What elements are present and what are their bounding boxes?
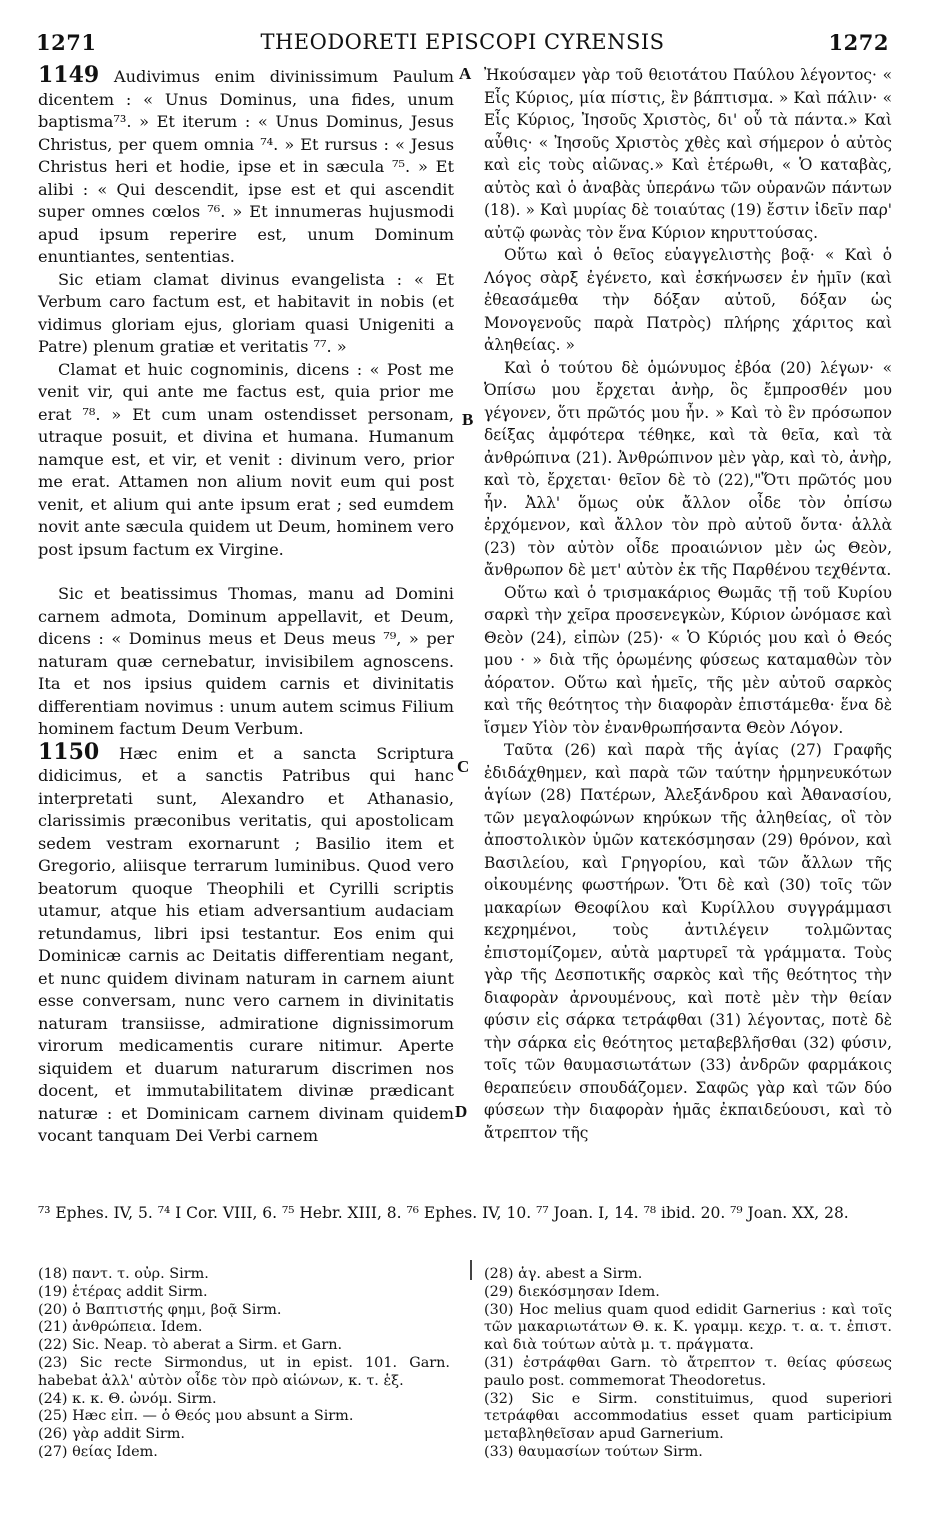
greek-paragraph: Οὕτω καὶ ὁ θεῖος εὐαγγελιστὴς βοᾷ· « Καὶ ὁ Λόγος σὰρξ ἐγένετο, καὶ ἐσκήνωσεν ἐν ἡμῖν (καὶ ἐθεασάμεθα τὴν δόξαν αὐτοῦ, δόξαν ὡς Μονογενοῦς παρὰ Πατρὸς) πλήρης χάριτος καὶ ἀληθείας. » bbox=[484, 246, 892, 354]
footnote-divider bbox=[470, 1260, 472, 1280]
latin-text: Hæc enim et a sancta Scriptura didicimus, et a sanctis Patribus qui hanc interpretati sunt, Alexandro et Athanasio, clarissimis præconibus veritatis, qui apostolicam sedem vestram exornarunt ; Basilio item et Gregorio, aliisque terrarum luminibus. Quod vero beatorum quoque Theophili et Cyrilli scriptis utamur, atque his etiam adversantium audaciam retundamus, libri ipsi testantur. Eos enim qui Dominicæ carnis ac Deitatis differentiam negant, et nunc quidem divinam naturam in carnem aiunt esse conversam, nunc vero carnem in divinitatis naturam transiisse, admiratione dignissimorum virorum medicamentis curare nitimur. Aperte siquidem et duarum naturarum discrimen nos docent, et immutabilitatem divinæ prædicant naturæ : et Dominicam carnem divinam quidem vocant tanquam Dei Verbi carnem bbox=[38, 743, 454, 1145]
column-number: 1150 bbox=[38, 738, 100, 765]
footnotes-right bbox=[484, 1266, 892, 1462]
greek-paragraph: Καὶ ὁ τούτου δὲ ὁμώνυμος ἐβόα (20) λέγων· « Ὀπίσω μου ἔρχεται ἀνὴρ, ὃς ἔμπροσθέν μου γέγονεν, ὅτι πρῶτός μου ἦν. » Καὶ τὸ ἓν πρόσωπον δείξας ἀμφότερα τέθηκε, καὶ τὰ θεῖα, καὶ τὰ ἀνθρώπινα (21). Ἀνθρώπινον μὲν γὰρ, καὶ τὸ, ἀνὴρ, καὶ τὸ, ἔρχεται· θεῖον δὲ τὸ (22),"Ὅτι πρῶτός μου ἦν. Ἀλλ' ὅμως οὐκ ἄλλον οἶδε τὸν ὀπίσω ἐρχόμενον, καὶ ἄλλον τὸν πρὸ αὐτοῦ ὄντα· ἀλλὰ (23) τὸν αὐτὸν οἶδε προαιώνιον μὲν ὡς Θεὸν, ἄνθρωπον δὲ μετ' αὐτὸν ἐκ τῆς Παρθένου τεχθέντα. bbox=[484, 358, 892, 579]
footnote: (24) κ. κ. Θ. ὠνόμ. Sirm. bbox=[38, 1390, 217, 1407]
latin-paragraph: Sic etiam clamat divinus evangelista : « Et Verbum caro factum est, et habitavit in nobis (et vidimus gloriam ejus, gloriam quasi Unigeniti a Patre) plenum gratiæ et veritatis ⁷⁷. » bbox=[38, 269, 454, 356]
latin-paragraph bbox=[38, 738, 454, 1148]
footnotes-left bbox=[38, 1266, 450, 1462]
margin-letter: A bbox=[459, 64, 472, 83]
scripture-references: ⁷³ Ephes. IV, 5. ⁷⁴ I Cor. VIII, 6. ⁷⁵ Hebr. XIII, 8. ⁷⁶ Ephes. IV, 10. ⁷⁷ Joan. I, 14. ⁷⁸ ibid. 20. ⁷⁹ Joan. XX, 28. bbox=[38, 1204, 849, 1222]
page-number-right: 1272 bbox=[828, 30, 889, 55]
footnote: (29) διεκόσμησαν Idem. bbox=[484, 1283, 660, 1300]
footnote: (32) Sic e Sirm. constituimus, quod superiori τετράφθαι accommodatius esset quam participium μεταβληθεῖσαν apud Garnerium. bbox=[484, 1390, 892, 1443]
footnote: (21) ἀνθρώπεια. Idem. bbox=[38, 1319, 203, 1336]
column-number: 1149 bbox=[38, 62, 100, 88]
greek-paragraph: Οὕτω καὶ ὁ τρισμακάριος Θωμᾶς τῇ τοῦ Κυρίου σαρκὶ τὴν χεῖρα προσενεγκὼν, Κύριον ὠνόμασε καὶ Θεὸν (24), εἰπὼν (25)· « Ὁ Κύριός μου καὶ ὁ Θεός μου · » διὰ τῆς ὁρωμένης φύσεως καταμαθὼν τὸν ἀόρατον. Οὕτω καὶ ἡμεῖς, τῆς μὲν αὐτοῦ σαρκὸς καὶ τῆς θεότητος τὴν διαφορὰν ἐπιστάμεθα· ἕνα δὲ ἴσμεν Υἱὸν τὸν ἐνανθρωπήσαντα Θεὸν Λόγον. bbox=[484, 583, 892, 737]
page-number-left: 1271 bbox=[36, 30, 97, 55]
latin-paragraph: Clamat et huic cognominis, dicens : « Post me venit vir, qui ante me factus est, quia prior me erat ⁷⁸. » Et cum unam ostendisset personam, utraque posuit, et divina et humana. Humanum namque est, et vir, et venit : divinum vero, prior me erat. Attamen non alium novit eum qui post venit, et alium qui ante ipsum erat ; sed eumdem novit ante sæcula quidem ut Deum, hominem vero post ipsum factum ex Virgine. bbox=[38, 359, 454, 559]
running-header bbox=[36, 30, 889, 60]
footnote: (26) γὰρ addit Sirm. bbox=[38, 1426, 185, 1443]
footnote: (28) ἁγ. abest a Sirm. bbox=[484, 1266, 643, 1282]
running-title: THEODORETI EPISCOPI CYRENSIS bbox=[260, 30, 665, 54]
footnote: (25) Hæc εἰπ. — ὁ Θεός μου absunt a Sirm. bbox=[38, 1408, 354, 1425]
footnote: (33) θαυμασίων τούτων Sirm. bbox=[484, 1443, 703, 1460]
footnote: (19) ἑτέρας addit Sirm. bbox=[38, 1283, 208, 1300]
latin-text: Audivimus enim divinissimum Paulum dicentem : « Unus Dominus, una fides, unum baptisma⁷³. » Et iterum : « Unus Dominus, Jesus Christus, per quem omnia ⁷⁴. » Et rursus : « Jesus Christus heri et hodie, ipse et in sæcula ⁷⁵. » Et alibi : « Qui descendit, ipse est et qui ascendit super omnes cœlos ⁷⁶. » Et innumeras hujusmodi apud ipsum reperire est, unum Dominum enuntiantes, sententias. bbox=[38, 67, 454, 266]
greek-column bbox=[484, 64, 892, 1144]
footnote: (23) Sic recte Sirmondus, ut in epist. 101. Garn. habebat ἀλλ' αὐτὸν οἶδε τὸν πρὸ αἰώνων, κ. τ. ἑξ. bbox=[38, 1354, 450, 1389]
margin-letter: D bbox=[455, 1102, 468, 1121]
margin-letter: B bbox=[462, 410, 474, 429]
footnote: (27) θείας Idem. bbox=[38, 1443, 158, 1460]
footnote: (30) Hoc melius quam quod edidit Garnerius : καὶ τοῖς τῶν μακαριωτάτων Θ. κ. Κ. γραμμ. κεχρ. τ. α. τ. ἐπιστ. καὶ διὰ τούτων αὐτὰ μ. τ. πράγματα. bbox=[484, 1301, 892, 1354]
paragraph-gap bbox=[38, 561, 454, 583]
margin-letter: C bbox=[457, 757, 470, 776]
footnote: (31) ἐστράφθαι Garn. τὸ ἄτρεπτον τ. θείας φύσεως paulo post. commemorat Theodoretus. bbox=[484, 1354, 892, 1389]
footnote: (18) παντ. τ. οὐρ. Sirm. bbox=[38, 1266, 209, 1282]
greek-paragraph: Ταῦτα (26) καὶ παρὰ τῆς ἁγίας (27) Γραφῆς ἐδιδάχθημεν, καὶ παρὰ τῶν ταύτην ἡρμηνευκότων ἁγίων (28) Πατέρων, Ἀλεξάνδρου καὶ Ἀθανασίου, τῶν μεγαλοφώνων κηρύκων τῆς ἀληθείας, οἳ τὸν ἀποστολικὸν ὑμῶν κατεκόσμησαν (29) θρόνον, καὶ Βασιλείου, καὶ Γρηγορίου, καὶ τῶν ἄλλων τῆς οἰκουμένης φωστήρων. Ὅτι δὲ καὶ (30) τοῖς τῶν μακαρίων Θεοφίλου καὶ Κυρίλλου συγγράμμασι κεχρημένοι, τοὺς ἀντιλέγειν τολμῶντας ἐπιστομίζομεν, αὐτὰ μαρτυρεῖ τὰ γράμματα. Τοὺς γὰρ τῆς Δεσποτικῆς σαρκὸς καὶ τῆς θεότητος τὴν διαφορὰν ἀρνουμένους, καὶ ποτὲ μὲν τὴν θείαν φύσιν εἰς σάρκα τετράφθαι (31) λέγοντας, ποτὲ δὲ τὴν σάρκα εἰς θεότητος μεταβεβλῆσθαι (32) φύσιν, τοῖς τῶν θαυμασιωτάτων (33) ἀνδρῶν φαρμάκοις θεραπεύειν σπουδάζομεν. Σαφῶς γὰρ καὶ τῶν δύο φύσεων τὴν διαφορὰν ἡμᾶς ἐκπαιδεύουσι, καὶ τὸ ἄτρεπτον τῆς bbox=[484, 741, 892, 1142]
footnote: (20) ὁ Βαπτιστής φημι, βοᾷ Sirm. bbox=[38, 1301, 282, 1318]
latin-column bbox=[38, 64, 454, 1148]
footnote: (22) Sic. Neap. τὸ aberat a Sirm. et Garn. bbox=[38, 1337, 343, 1354]
latin-paragraph: Sic et beatissimus Thomas, manu ad Domini carnem admota, Dominum appellavit, et Deum, dicens : « Dominus meus et Deus meus ⁷⁹, » per naturam quæ cernebatur, invisibilem agnoscens. Ita et nos ipsius quidem carnis et divinitatis differentiam novimus : unum autem scimus Filium hominem factum Deum Verbum. bbox=[38, 584, 454, 738]
latin-paragraph bbox=[38, 64, 454, 269]
greek-paragraph: Ἠκούσαμεν γὰρ τοῦ θειοτάτου Παύλου λέγοντος· « Εἷς Κύριος, μία πίστις, ἓν βάπτισμα. » Καὶ πάλιν· « Εἷς Κύριος, Ἰησοῦς Χριστὸς, δι' οὗ τὰ πάντα.» Καὶ αὖθις· « Ἰησοῦς Χριστὸς χθὲς καὶ σήμερον ὁ αὐτὸς καὶ εἰς τοὺς αἰῶνας.» Καὶ ἑτέρωθι, « Ὁ καταβὰς, αὐτὸς καὶ ὁ ἀναβὰς ὑπεράνω τῶν οὐρανῶν πάντων (18). » Καὶ μυρίας δὲ τοιαύτας (19) ἔστιν ἰδεῖν παρ' αὐτῷ φωνὰς τὸν ἕνα Κύριον κηρυττούσας. bbox=[484, 66, 892, 242]
